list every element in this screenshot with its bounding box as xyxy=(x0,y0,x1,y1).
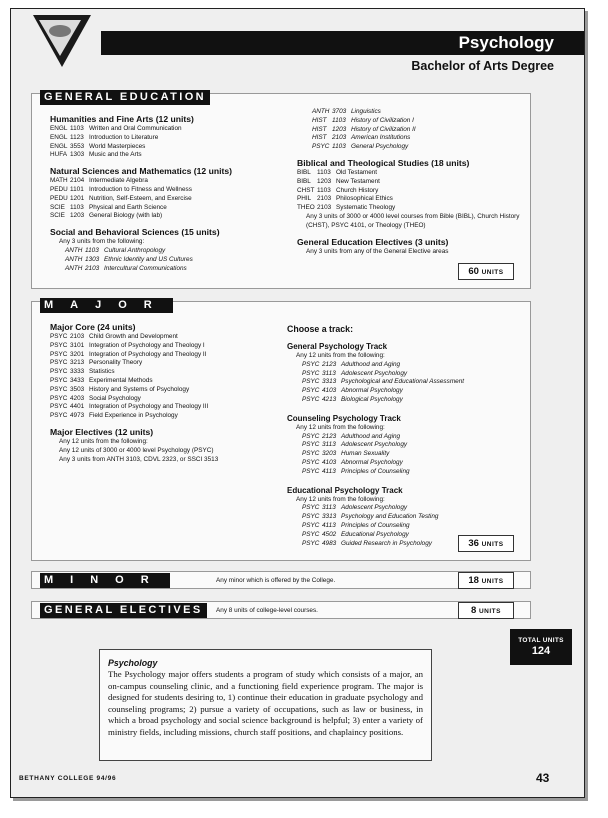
course-code: PSYC xyxy=(50,403,68,411)
course-group-title: Social and Behavioral Sciences (15 units) xyxy=(50,227,220,238)
course-number: 1103 xyxy=(317,168,331,176)
minor-label: MINOR xyxy=(40,573,170,588)
course-row xyxy=(297,204,532,213)
course-row xyxy=(50,134,290,143)
course-code: PSYC xyxy=(50,350,68,358)
course-number: 4401 xyxy=(70,403,85,411)
course-name: Adulthood and Aging xyxy=(341,432,401,440)
course-row xyxy=(50,395,290,404)
course-number: 3113 xyxy=(322,441,336,449)
course-number: 3203 xyxy=(322,450,337,458)
course-code: PSYC xyxy=(302,539,320,547)
course-name: Human Sexuality xyxy=(341,450,390,458)
course-name: Social Psychology xyxy=(89,394,141,402)
course-name: Abnormal Psychology xyxy=(341,387,403,395)
course-number: 4113 xyxy=(322,467,336,475)
course-row xyxy=(50,265,290,274)
course-number: 4113 xyxy=(322,521,336,529)
course-number: 1201 xyxy=(70,194,85,202)
description-title: Psychology xyxy=(108,658,158,668)
course-group-note: Any 3 units of 3000 or 4000 level courses from Bible (BIBL), Church History xyxy=(306,212,520,220)
course-name: Psychological and Educational Assessment xyxy=(341,378,465,386)
course-name: Nutrition, Self-Esteem, and Exercise xyxy=(89,194,192,202)
course-row xyxy=(50,342,290,351)
general-electives-label: GENERAL ELECTIVES xyxy=(40,603,207,618)
course-number: 1123 xyxy=(70,133,84,141)
course-code: PSYC xyxy=(50,394,68,402)
course-code: PSYC xyxy=(302,378,320,386)
course-name: History and Systems of Psychology xyxy=(89,385,190,393)
course-group-title: Biblical and Theological Studies (18 units) xyxy=(297,157,470,168)
course-name: History of Civilization I xyxy=(351,116,414,124)
course-number: 4103 xyxy=(322,458,337,466)
major-electives-title: Major Electives (12 units) xyxy=(50,426,154,437)
course-list xyxy=(50,247,290,273)
course-code: PSYC xyxy=(302,530,320,538)
course-code: ANTH xyxy=(65,264,83,272)
minor-section xyxy=(31,571,531,589)
major-electives-note: Any 12 units from the following: xyxy=(59,437,148,445)
course-row xyxy=(287,450,527,459)
course-row xyxy=(50,359,290,368)
footer-college: BETHANY COLLEGE 94/96 xyxy=(19,775,117,782)
course-number: 4203 xyxy=(70,394,85,402)
course-list xyxy=(297,108,532,152)
course-code: ANTH xyxy=(65,255,83,263)
total-units-value: 124 xyxy=(531,645,551,657)
course-number: 1103 xyxy=(70,125,84,132)
course-row xyxy=(50,351,290,360)
course-number: 3553 xyxy=(70,142,85,150)
course-name: Ethnic Identity and US Cultures xyxy=(104,255,193,263)
major-left-column xyxy=(50,322,290,464)
course-code: HIST xyxy=(312,116,327,124)
course-number: 1203 xyxy=(317,177,332,185)
course-row xyxy=(287,513,527,522)
course-list xyxy=(50,333,290,421)
course-number: 1303 xyxy=(85,255,100,263)
course-number: 4502 xyxy=(322,530,337,538)
course-row xyxy=(50,377,290,386)
course-code: SCIE xyxy=(50,203,65,211)
course-name: Philosophical Ethics xyxy=(336,195,393,203)
course-number: 1103 xyxy=(70,203,84,211)
course-row xyxy=(50,403,290,412)
course-name: New Testament xyxy=(336,177,380,185)
course-code: PSYC xyxy=(302,360,320,368)
course-number: 1103 xyxy=(317,186,331,194)
course-row xyxy=(50,333,290,342)
course-row xyxy=(297,134,532,143)
course-name: Intermediate Algebra xyxy=(89,177,148,185)
course-name: Principles of Counseling xyxy=(341,467,410,475)
major-electives-note: Any 12 units of 3000 or 4000 level Psychology (PSYC) xyxy=(59,446,214,454)
course-code: PSYC xyxy=(50,368,68,376)
course-name: World Masterpieces xyxy=(89,142,146,150)
course-group-title: Humanities and Fine Arts (12 units) xyxy=(50,114,194,124)
course-row xyxy=(50,256,290,265)
course-number: 2103 xyxy=(332,134,347,142)
general-education-units-box xyxy=(458,263,514,280)
course-name: Integration of Psychology and Theology II xyxy=(89,350,207,358)
course-number: 2123 xyxy=(322,360,337,368)
course-code: PSYC xyxy=(302,521,320,529)
course-number: 3113 xyxy=(322,504,336,512)
course-code: SCIE xyxy=(50,212,65,220)
course-code: PSYC xyxy=(50,412,68,420)
course-number: 3703 xyxy=(332,108,347,115)
program-description-box xyxy=(99,649,432,761)
general-education-right-column xyxy=(297,108,532,256)
course-code: PSYC xyxy=(302,458,320,466)
course-number: 1103 xyxy=(85,246,99,254)
course-row xyxy=(50,186,290,195)
course-number: 3101 xyxy=(70,341,85,349)
course-code: HIST xyxy=(312,125,327,133)
general-education-section xyxy=(31,93,531,289)
course-row xyxy=(297,126,532,135)
course-name: Psychology and Education Testing xyxy=(341,513,439,521)
course-number: 3213 xyxy=(70,359,85,367)
major-units-box xyxy=(458,535,514,552)
course-group-note: Any 3 units from the following: xyxy=(59,238,145,246)
course-number: 2103 xyxy=(70,333,85,340)
course-number: 3503 xyxy=(70,385,85,393)
course-code: BIBL xyxy=(297,177,311,185)
total-units-label: TOTAL UNITS xyxy=(518,637,564,644)
course-name: Integration of Psychology and Theology III xyxy=(89,403,209,411)
course-row xyxy=(50,204,290,213)
course-row xyxy=(287,433,527,442)
units-suffix: UNITS xyxy=(481,269,504,276)
course-code: PSYC xyxy=(302,387,320,395)
course-code: PSYC xyxy=(50,333,68,340)
course-name: Experimental Methods xyxy=(89,376,153,384)
course-name: Linguistics xyxy=(351,108,381,115)
course-row xyxy=(297,195,532,204)
minor-units-box xyxy=(458,572,514,589)
course-group-title: General Education Electives (3 units) xyxy=(297,236,449,247)
course-row xyxy=(287,361,527,370)
course-name: General Psychology xyxy=(351,143,409,151)
units-value: 36 xyxy=(468,538,479,549)
course-name: Systematic Theology xyxy=(336,204,396,212)
course-group-note: (CHST), PSYC 4101, or Theology (THEO) xyxy=(306,221,426,229)
course-row xyxy=(297,117,532,126)
course-name: Guided Research in Psychology xyxy=(341,539,432,547)
course-code: PSYC xyxy=(302,369,320,377)
major-electives-note: Any 3 units from ANTH 3103, CDVL 2323, or SSCI 3513 xyxy=(59,455,219,463)
course-number: 1103 xyxy=(332,143,346,151)
course-name: Cultural Anthropology xyxy=(104,246,166,254)
course-row xyxy=(50,386,290,395)
course-name: Abnormal Psychology xyxy=(341,458,403,466)
track-note: Any 12 units from the following: xyxy=(296,423,385,431)
course-number: 4973 xyxy=(70,412,85,420)
course-name: History of Civilization II xyxy=(351,125,416,133)
course-name: Music and the Arts xyxy=(89,151,142,159)
track-note: Any 12 units from the following: xyxy=(296,352,385,359)
course-code: PSYC xyxy=(302,450,320,458)
course-code: PEDU xyxy=(50,194,68,202)
course-code: PSYC xyxy=(302,395,320,403)
course-row xyxy=(297,108,532,117)
course-number: 3201 xyxy=(70,350,85,358)
course-row xyxy=(50,412,290,421)
course-number: 1203 xyxy=(70,212,85,220)
course-name: Written and Oral Communication xyxy=(89,125,182,132)
course-row xyxy=(50,212,290,221)
course-code: PSYC xyxy=(302,432,320,440)
track-note: Any 12 units from the following: xyxy=(296,495,385,503)
course-row xyxy=(297,178,532,187)
course-row xyxy=(50,247,290,256)
course-row xyxy=(50,195,290,204)
course-group-title: Natural Sciences and Mathematics (12 units) xyxy=(50,166,232,177)
course-code: CHST xyxy=(297,186,315,194)
units-suffix: UNITS xyxy=(478,608,501,615)
course-row xyxy=(287,396,527,405)
description-body: The Psychology major offers students a program of study which consists of a major, an on-campus counseling clinic, and a functioning field experience program. The major is designed for students desiring to, 1) continue their education in graduate psychology and counseling programs; 2) pursue a variety of occupations, such as law or business, in which a broad psychology and social science background is helpful; 3) enter a variety of ministry fields, including missions, church staff positions, and chaplaincy positions. xyxy=(108,669,423,737)
degree-subtitle: Bachelor of Arts Degree xyxy=(411,59,554,73)
course-code: HIST xyxy=(312,134,327,142)
course-name: Personality Theory xyxy=(89,359,143,367)
course-row xyxy=(50,177,290,186)
course-code: PSYC xyxy=(50,376,68,384)
course-code: PHIL xyxy=(297,195,312,203)
general-education-left-column xyxy=(50,114,290,273)
major-label: MAJOR xyxy=(40,298,173,313)
course-name: Introduction to Literature xyxy=(89,133,159,141)
minor-note: Any minor which is offered by the College. xyxy=(216,577,336,584)
track-title: Educational Psychology Track xyxy=(287,485,403,495)
course-number: 3313 xyxy=(322,378,337,386)
course-code: MATH xyxy=(50,177,68,185)
track-title: Counseling Psychology Track xyxy=(287,413,401,423)
course-code: ANTH xyxy=(65,246,83,254)
course-name: Old Testament xyxy=(336,168,378,176)
course-code: ENGL xyxy=(50,142,68,150)
course-number: 4983 xyxy=(322,539,337,547)
course-code: ANTH xyxy=(312,108,330,115)
course-row xyxy=(287,370,527,379)
course-row xyxy=(297,169,532,178)
units-value: 60 xyxy=(468,266,479,277)
course-name: Adulthood and Aging xyxy=(341,360,401,368)
course-name: Adolescent Psychology xyxy=(341,441,408,449)
course-row xyxy=(287,504,527,513)
course-row xyxy=(287,378,527,387)
total-units-box xyxy=(510,629,572,665)
units-suffix: UNITS xyxy=(481,541,504,548)
choose-track-heading: Choose a track: xyxy=(287,324,353,334)
course-name: Educational Psychology xyxy=(341,530,409,538)
course-list xyxy=(50,177,290,221)
course-name: Church History xyxy=(336,186,379,194)
course-row xyxy=(287,522,527,531)
course-name: Intercultural Communications xyxy=(104,264,187,272)
course-code: PSYC xyxy=(50,359,68,367)
course-code: ENGL xyxy=(50,125,68,132)
track-title: General Psychology Track xyxy=(287,342,388,351)
course-code: PSYC xyxy=(302,441,320,449)
major-section xyxy=(31,301,531,561)
course-name: Adolescent Psychology xyxy=(341,369,408,377)
page-title: Psychology xyxy=(458,33,554,52)
course-name: Child Growth and Development xyxy=(89,333,178,340)
course-row xyxy=(50,125,290,134)
course-code: HUFA xyxy=(50,151,68,159)
course-row xyxy=(287,441,527,450)
course-code: THEO xyxy=(297,204,315,212)
course-name: Adolescent Psychology xyxy=(341,504,408,512)
course-name: Statistics xyxy=(89,368,115,376)
general-education-label: GENERAL EDUCATION xyxy=(40,90,210,105)
school-logo-emblem xyxy=(49,25,71,37)
course-name: Physical and Earth Science xyxy=(89,203,167,211)
course-name: Integration of Psychology and Theology I xyxy=(89,341,205,349)
course-list xyxy=(287,433,527,477)
course-row xyxy=(50,143,290,152)
course-number: 1303 xyxy=(70,151,85,159)
course-number: 3113 xyxy=(322,369,336,377)
course-list xyxy=(50,125,290,160)
course-name: Principles of Counseling xyxy=(341,521,410,529)
course-number: 1101 xyxy=(70,185,84,193)
course-name: Biological Psychology xyxy=(341,395,403,403)
course-name: General Biology (with lab) xyxy=(89,212,163,220)
course-code: PSYC xyxy=(302,467,320,475)
course-number: 2104 xyxy=(70,177,85,185)
course-number: 2103 xyxy=(317,195,332,203)
course-number: 4213 xyxy=(322,395,337,403)
course-code: PSYC xyxy=(302,513,320,521)
units-value: 18 xyxy=(468,575,479,586)
catalog-page xyxy=(10,8,585,798)
course-number: 2103 xyxy=(85,264,100,272)
course-row xyxy=(287,459,527,468)
course-number: 4103 xyxy=(322,387,337,395)
course-number: 2123 xyxy=(322,432,337,440)
course-name: Field Experience in Psychology xyxy=(89,412,178,420)
course-code: PEDU xyxy=(50,185,68,193)
course-code: ENGL xyxy=(50,133,68,141)
course-name: American Institutions xyxy=(351,134,411,142)
course-number: 3313 xyxy=(322,513,337,521)
course-row xyxy=(297,187,532,196)
course-name: Introduction to Fitness and Wellness xyxy=(89,185,192,193)
major-core-title: Major Core (24 units) xyxy=(50,322,136,332)
course-list xyxy=(297,169,532,213)
course-code: PSYC xyxy=(50,385,68,393)
units-suffix: UNITS xyxy=(481,578,504,585)
course-code: PSYC xyxy=(312,143,330,151)
course-number: 3333 xyxy=(70,368,85,376)
course-list xyxy=(287,361,527,405)
course-row xyxy=(287,387,527,396)
course-number: 1103 xyxy=(332,116,346,124)
course-row xyxy=(50,368,290,377)
general-electives-units-box xyxy=(458,602,514,619)
page-number: 43 xyxy=(536,771,550,785)
units-value: 8 xyxy=(471,605,477,616)
general-electives-note: Any 8 units of college-level courses. xyxy=(216,607,318,614)
course-number: 1203 xyxy=(332,125,347,133)
course-code: BIBL xyxy=(297,168,311,176)
course-row xyxy=(50,151,290,160)
course-number: 3433 xyxy=(70,376,85,384)
course-row xyxy=(287,468,527,477)
course-code: PSYC xyxy=(302,504,320,512)
course-number: 2103 xyxy=(317,204,332,212)
course-row xyxy=(297,143,532,152)
course-group-note: Any 3 units from any of the General Elective areas xyxy=(306,247,449,255)
major-right-column xyxy=(287,324,527,548)
course-code: PSYC xyxy=(50,341,68,349)
general-electives-section xyxy=(31,601,531,619)
